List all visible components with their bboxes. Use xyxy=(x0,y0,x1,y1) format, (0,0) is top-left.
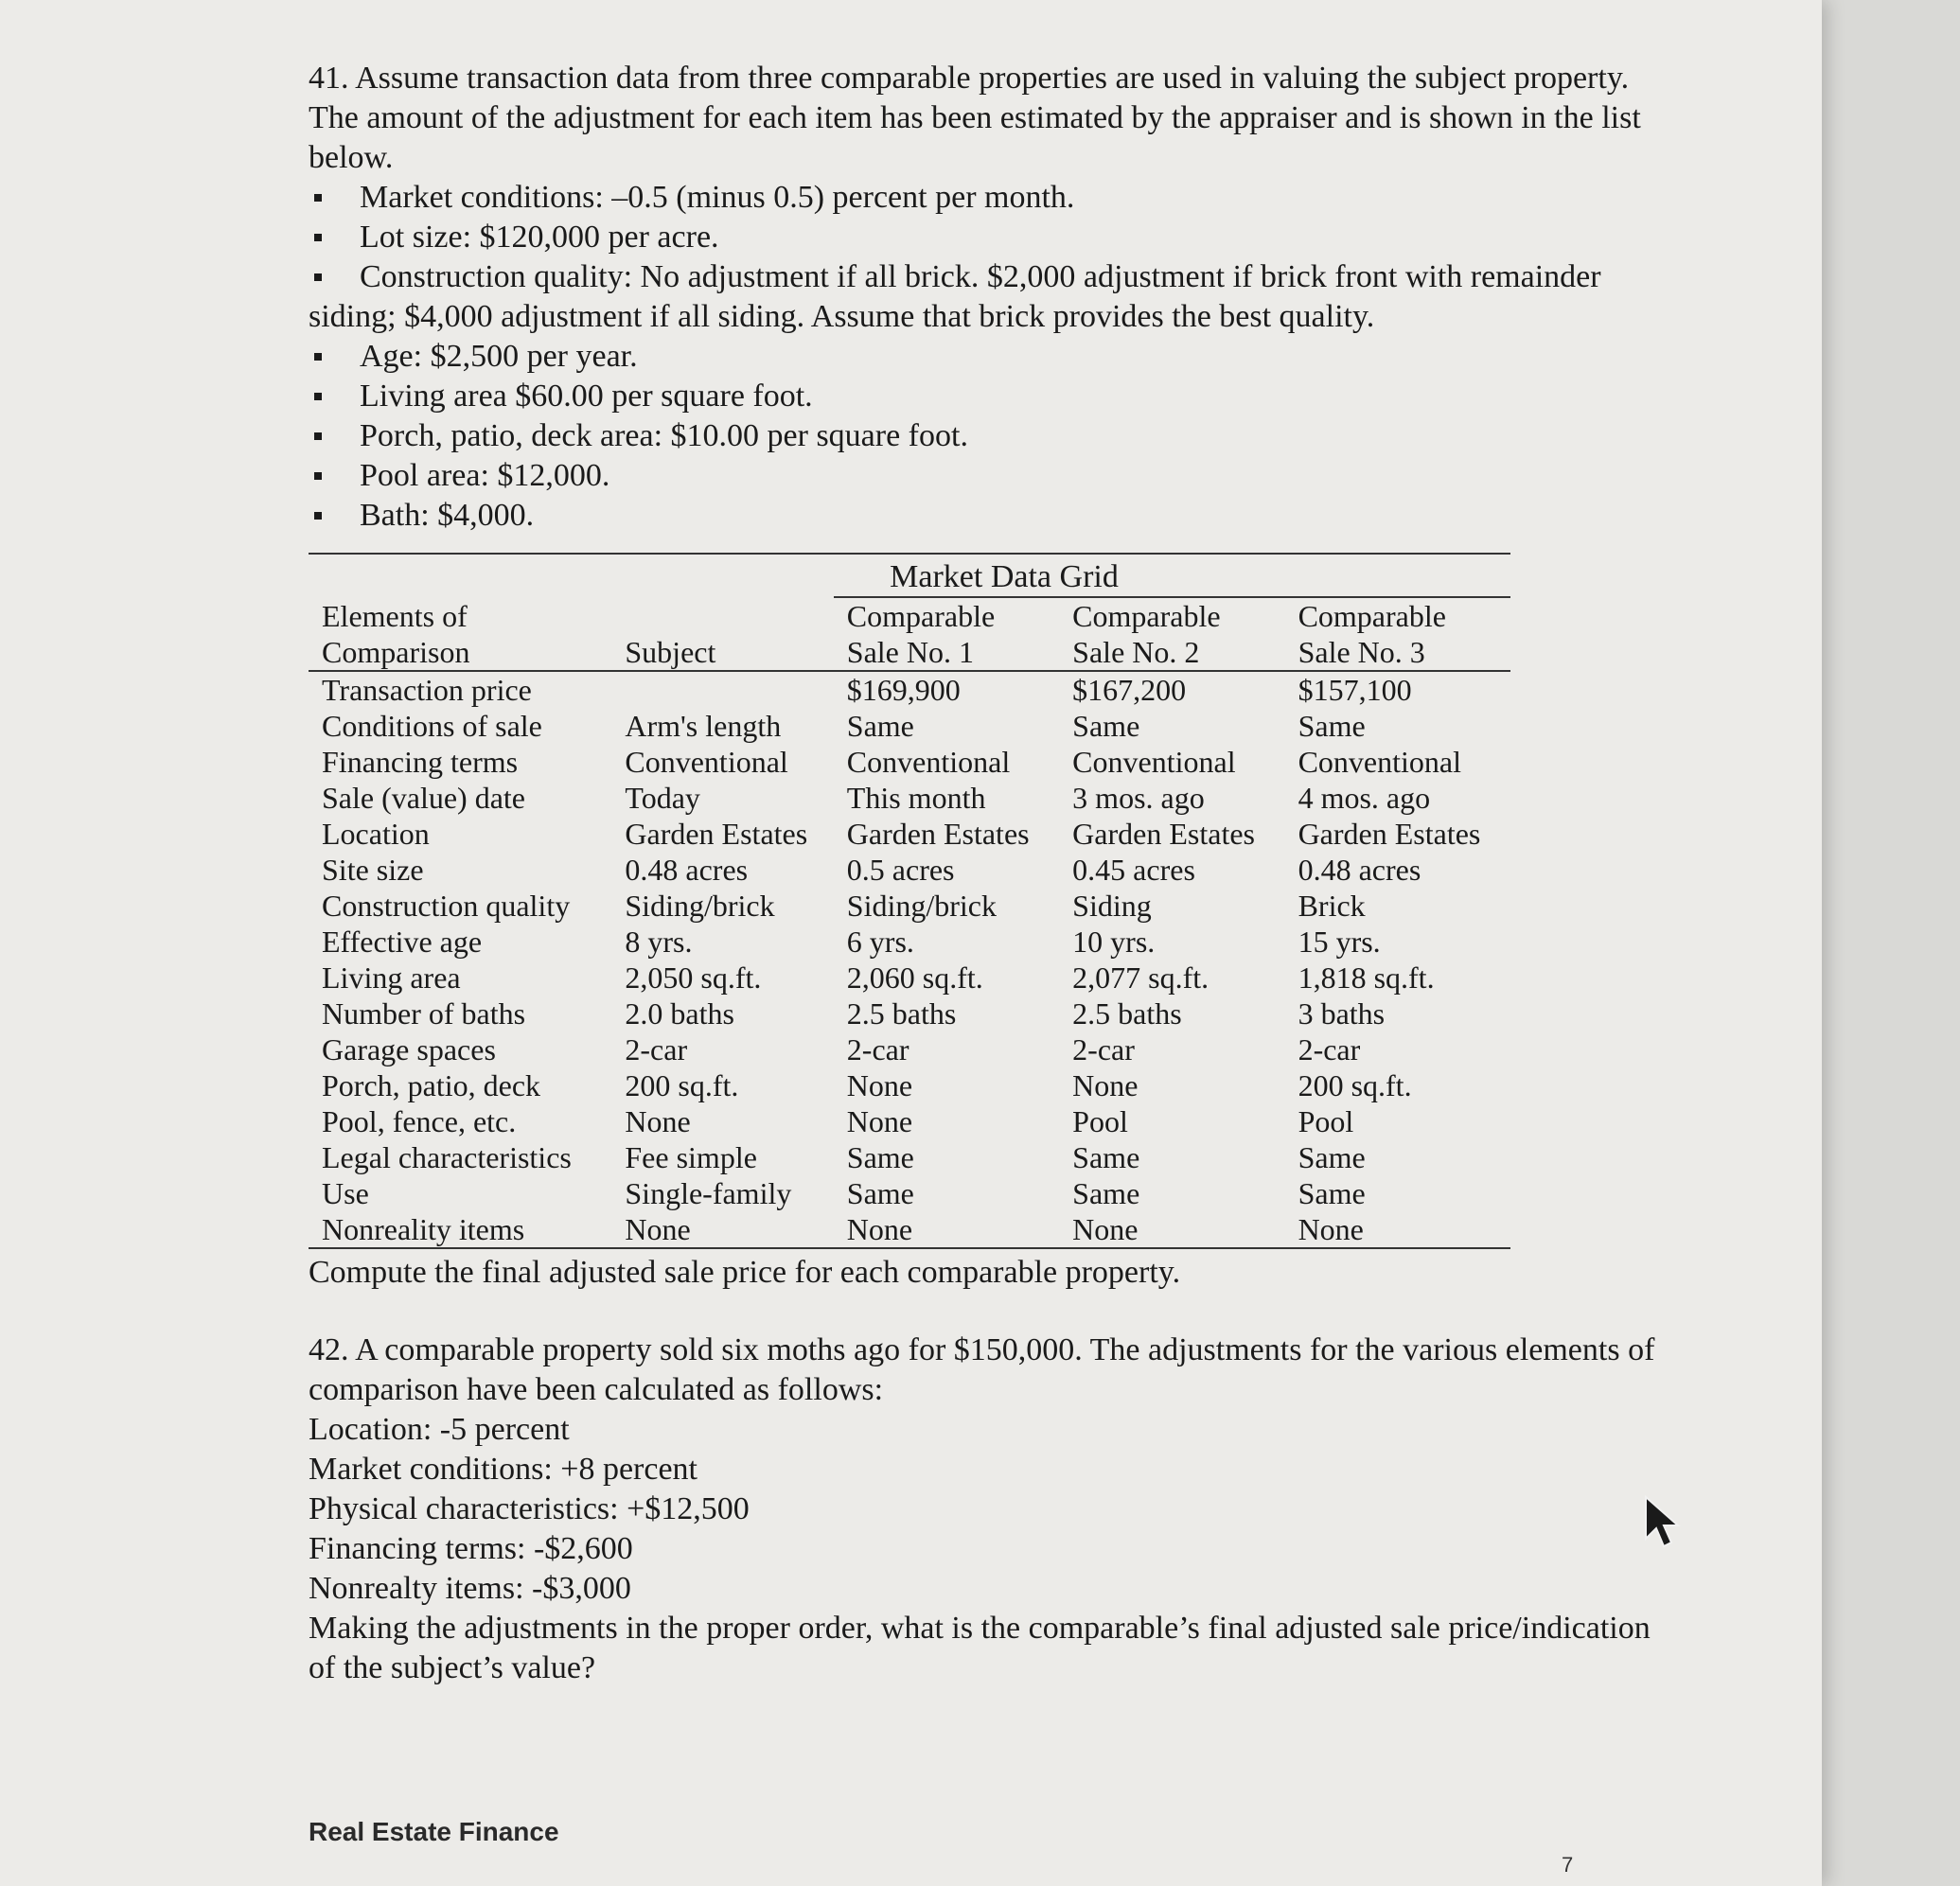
cell-comp-1: Same xyxy=(846,1176,914,1210)
cell-subject: Conventional xyxy=(625,745,788,779)
cell-comp-2: Garden Estates xyxy=(1072,817,1255,851)
cell-comp-2: None xyxy=(1072,1068,1139,1102)
table-row xyxy=(309,780,1510,816)
header-elements: Elements of Comparison xyxy=(309,597,611,671)
cell-element: Effective age xyxy=(322,925,483,959)
question-41-instruction: Compute the final adjusted sale price for each comparable property. xyxy=(309,1255,1181,1290)
question-42-intro: 42. A comparable property sold six moths ago for $150,000. The adjustments for the various elements of comparison have been calculated as follows: xyxy=(309,1332,1655,1407)
question-41-intro: 41. Assume transaction data from three comparable properties are used in valuing the subject property. The amount of the adjustment for each item has been estimated by the appraiser and is shown in the list below. xyxy=(309,61,1641,175)
cell-subject: None xyxy=(625,1104,691,1138)
cell-comp-1: 2,060 sq.ft. xyxy=(846,961,983,995)
cell-element: Transaction price xyxy=(322,673,532,707)
adjustment-item: Age: $2,500 per year. xyxy=(309,337,1671,377)
cell-comp-2: Conventional xyxy=(1072,745,1236,779)
grid-body xyxy=(309,671,1510,1248)
cell-element: Number of baths xyxy=(322,996,526,1031)
cell-comp-3: Same xyxy=(1298,1176,1366,1210)
cell-comp-3: Conventional xyxy=(1298,745,1461,779)
market-data-grid xyxy=(309,553,1510,1249)
cell-comp-3: 3 baths xyxy=(1298,996,1386,1031)
cell-element: Porch, patio, deck xyxy=(322,1068,541,1102)
cell-comp-3: 4 mos. ago xyxy=(1298,781,1431,815)
cell-comp-1: This month xyxy=(846,781,986,815)
table-row xyxy=(309,1031,1510,1067)
cell-comp-3: 2-car xyxy=(1298,1032,1361,1066)
cell-subject: 2-car xyxy=(625,1032,688,1066)
cell-subject: 2,050 sq.ft. xyxy=(625,961,762,995)
cell-comp-2: 2,077 sq.ft. xyxy=(1072,961,1210,995)
cell-subject xyxy=(611,671,833,708)
adjustment-item: Construction quality: No adjustment if all brick. $2,000 adjustment if brick front with remainder siding; $4,000 adjustment if all siding. Assume that brick provides the best quality. xyxy=(309,257,1671,337)
header-comp-2: Comparable Sale No. 2 xyxy=(1059,597,1284,671)
page-content xyxy=(309,59,1671,1688)
cell-comp-1: 2.5 baths xyxy=(846,996,957,1031)
header-comp-3: Comparable Sale No. 3 xyxy=(1285,597,1510,671)
header-comp-1: Comparable Sale No. 1 xyxy=(834,597,1059,671)
cell-subject: 8 yrs. xyxy=(625,925,693,959)
cell-element: Nonreality items xyxy=(309,1211,611,1248)
cell-comp-3: Pool xyxy=(1298,1104,1354,1138)
adjustment-line: Location: -5 percent xyxy=(309,1412,570,1447)
cell-comp-3: Brick xyxy=(1298,889,1366,923)
cell-subject: Arm's length xyxy=(625,709,782,743)
cell-subject: 2.0 baths xyxy=(625,996,734,1031)
adjustment-line: Financing terms: -$2,600 xyxy=(309,1531,633,1566)
adjustment-item: Porch, patio, deck area: $10.00 per square foot. xyxy=(309,416,1671,456)
cell-comp-1: Garden Estates xyxy=(846,817,1030,851)
table-row xyxy=(309,708,1510,744)
table-row xyxy=(309,1103,1510,1139)
cell-subject: 200 sq.ft. xyxy=(625,1068,739,1102)
table-row xyxy=(309,1211,1510,1248)
adjustment-item: Pool area: $12,000. xyxy=(309,456,1671,496)
cell-comp-2: Same xyxy=(1072,1140,1140,1174)
cell-comp-2: 2-car xyxy=(1072,1032,1135,1066)
cell-comp-2: 3 mos. ago xyxy=(1072,781,1205,815)
cell-subject: Today xyxy=(625,781,700,815)
header-subject: Subject xyxy=(611,597,833,671)
cell-comp-1: $169,900 xyxy=(846,673,961,707)
cell-element: Construction quality xyxy=(322,889,571,923)
cell-element: Financing terms xyxy=(322,745,519,779)
cell-comp-3: Garden Estates xyxy=(1298,817,1481,851)
adjustment-item: Market conditions: –0.5 (minus 0.5) percent per month. xyxy=(309,178,1671,218)
cell-comp-1: Same xyxy=(846,709,914,743)
table-row xyxy=(309,816,1510,852)
cell-comp-1: None xyxy=(846,1068,913,1102)
cell-comp-3: Same xyxy=(1298,709,1366,743)
adjustment-item: Living area $60.00 per square foot. xyxy=(309,377,1671,416)
question-42-prompt: Making the adjustments in the proper order, what is the comparable’s final adjusted sale price/indication of the subject’s value? xyxy=(309,1611,1651,1685)
table-row xyxy=(309,960,1510,996)
cell-comp-2: 10 yrs. xyxy=(1072,925,1156,959)
table-row xyxy=(309,1067,1510,1103)
cell-comp-1: Siding/brick xyxy=(846,889,997,923)
cell-comp-3: 15 yrs. xyxy=(1298,925,1381,959)
cell-comp-1: 6 yrs. xyxy=(846,925,914,959)
adjustment-list xyxy=(309,178,1671,536)
cell-subject: 0.48 acres xyxy=(625,853,749,887)
cell-comp-3: Same xyxy=(1298,1140,1366,1174)
cell-comp-2: $167,200 xyxy=(1072,673,1187,707)
table-row xyxy=(309,852,1510,888)
cell-subject: None xyxy=(611,1211,833,1248)
adjustment-item: Lot size: $120,000 per acre. xyxy=(309,218,1671,257)
cell-comp-3: 1,818 sq.ft. xyxy=(1298,961,1435,995)
cell-comp-2: 0.45 acres xyxy=(1072,853,1195,887)
table-row xyxy=(309,1139,1510,1175)
cell-element: Location xyxy=(322,817,430,851)
mouse-pointer-icon xyxy=(1642,1495,1684,1552)
cell-element: Use xyxy=(322,1176,369,1210)
cell-comp-2: Siding xyxy=(1072,889,1152,923)
table-row xyxy=(309,996,1510,1031)
cell-comp-1: Same xyxy=(846,1140,914,1174)
cell-comp-2: None xyxy=(1059,1211,1284,1248)
cell-comp-3: 0.48 acres xyxy=(1298,853,1421,887)
cell-element: Sale (value) date xyxy=(322,781,525,815)
adjustment-line: Nonrealty items: -$3,000 xyxy=(309,1571,631,1606)
cell-subject: Garden Estates xyxy=(625,817,808,851)
page-number: 7 xyxy=(1562,1853,1574,1877)
market-data-table xyxy=(309,596,1510,1249)
cell-comp-3: 200 sq.ft. xyxy=(1298,1068,1412,1102)
table-row xyxy=(309,888,1510,924)
adjustment-item: Bath: $4,000. xyxy=(309,496,1671,536)
table-row xyxy=(309,924,1510,960)
adjustment-line: Market conditions: +8 percent xyxy=(309,1452,698,1487)
cell-subject: Fee simple xyxy=(625,1140,757,1174)
cell-element: Legal characteristics xyxy=(322,1140,572,1174)
book-title-footer: Real Estate Finance xyxy=(309,1817,559,1846)
cell-comp-3: None xyxy=(1285,1211,1510,1248)
cell-comp-1: 0.5 acres xyxy=(846,853,955,887)
cell-comp-1: None xyxy=(834,1211,1059,1248)
table-row xyxy=(309,671,1510,708)
grid-title: Market Data Grid xyxy=(309,553,1510,596)
cell-subject: Single-family xyxy=(625,1176,792,1210)
cell-element: Site size xyxy=(322,853,424,887)
question-42 xyxy=(309,1331,1671,1688)
cell-comp-2: 2.5 baths xyxy=(1072,996,1182,1031)
cell-element: Conditions of sale xyxy=(322,709,542,743)
adjustment-line: Physical characteristics: +$12,500 xyxy=(309,1491,750,1526)
cell-comp-1: None xyxy=(846,1104,913,1138)
table-row xyxy=(309,1175,1510,1211)
cell-comp-2: Same xyxy=(1072,1176,1140,1210)
cell-comp-1: 2-car xyxy=(846,1032,909,1066)
cell-subject: Siding/brick xyxy=(625,889,775,923)
cell-comp-1: Conventional xyxy=(846,745,1011,779)
cell-element: Pool, fence, etc. xyxy=(322,1104,517,1138)
cell-comp-2: Same xyxy=(1072,709,1140,743)
table-row xyxy=(309,744,1510,780)
cell-comp-2: Pool xyxy=(1072,1104,1128,1138)
cell-element: Garage spaces xyxy=(322,1032,496,1066)
cell-element: Living area xyxy=(322,961,461,995)
cell-comp-3: $157,100 xyxy=(1298,673,1412,707)
question-41 xyxy=(309,59,1671,1293)
